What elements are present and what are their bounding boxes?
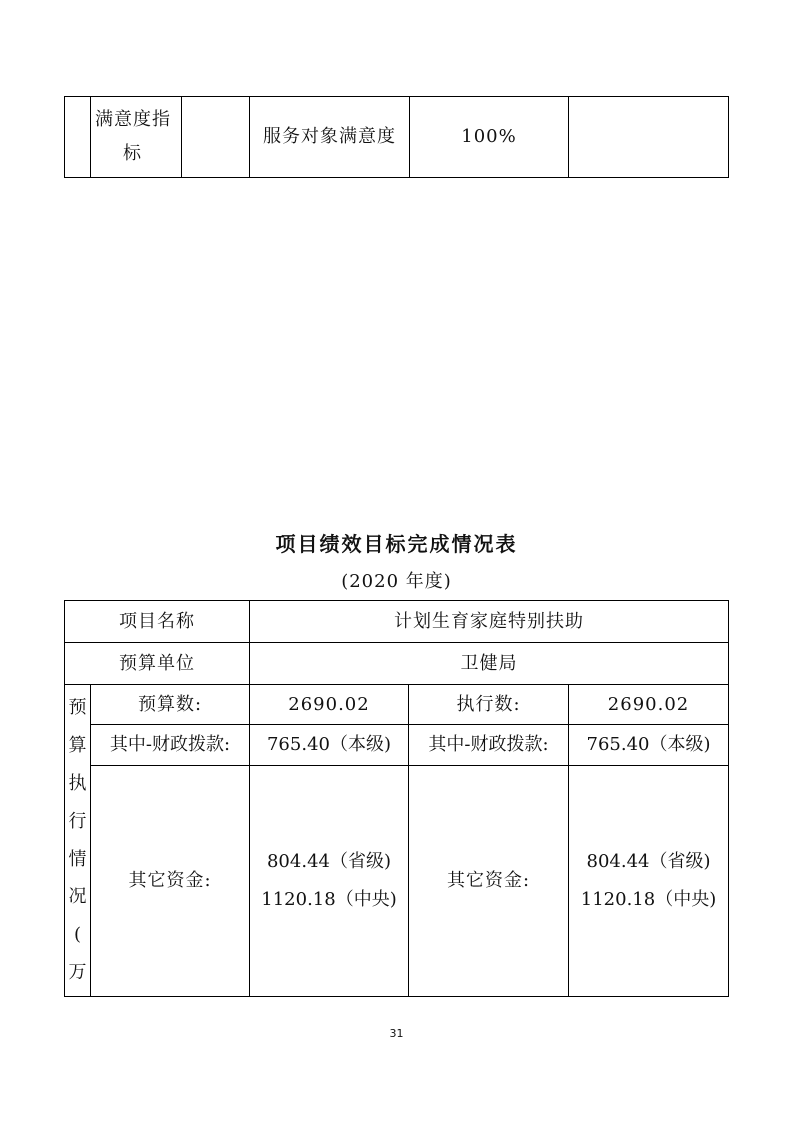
budget-unit-label: 预算单位 <box>65 643 250 685</box>
table-row <box>65 685 729 725</box>
other-funds-value-right <box>569 766 729 997</box>
empty-cell <box>65 97 91 178</box>
project-name-label: 项目名称 <box>65 601 250 643</box>
budget-amount-value: 2690.02 <box>250 685 409 725</box>
other-funds-central-right: 1120.18（中央) <box>580 889 717 910</box>
table-title: 项目绩效目标完成情况表 <box>275 532 518 556</box>
exec-amount-value: 2690.02 <box>569 685 729 725</box>
table-year: (2020 年度) <box>341 571 452 592</box>
indicator-label-line2: 标 <box>123 143 142 164</box>
fiscal-value-right: 765.40（本级) <box>569 725 729 766</box>
side-label-char: 执 <box>68 772 87 794</box>
project-name-value: 计划生育家庭特别扶助 <box>250 601 729 643</box>
side-label-char: 情 <box>68 848 87 870</box>
other-funds-label-left: 其它资金: <box>91 766 250 997</box>
side-label-char: 算 <box>68 735 87 757</box>
table-row <box>65 97 729 178</box>
side-label-char: 预 <box>68 697 87 719</box>
side-label-char: ( <box>73 924 82 946</box>
indicator-label-line1: 满意度指 <box>95 109 171 130</box>
table-row <box>65 601 729 643</box>
other-funds-label-right: 其它资金: <box>409 766 569 997</box>
satisfaction-indicator-table <box>64 96 729 178</box>
fiscal-value-left: 765.40（本级) <box>250 725 409 766</box>
side-label-char: 行 <box>68 810 87 832</box>
other-funds-value-left <box>250 766 409 997</box>
fiscal-label-left: 其中-财政拨款: <box>91 725 250 766</box>
indicator-label-cell <box>91 97 182 178</box>
other-funds-central-left: 1120.18（中央) <box>261 889 397 910</box>
table-row <box>65 725 729 766</box>
other-funds-provincial-right: 804.44（省级) <box>586 851 711 872</box>
budget-execution-side-label <box>65 685 91 997</box>
empty-cell <box>182 97 250 178</box>
side-label-char: 况 <box>68 886 87 908</box>
other-funds-provincial-left: 804.44（省级) <box>266 851 391 872</box>
table-row <box>65 643 729 685</box>
performance-table <box>64 600 729 997</box>
budget-unit-value: 卫健局 <box>250 643 729 685</box>
fiscal-label-right: 其中-财政拨款: <box>409 725 569 766</box>
table-row <box>65 766 729 997</box>
page-number: 31 <box>389 1027 404 1040</box>
exec-amount-label: 执行数: <box>409 685 569 725</box>
budget-amount-label: 预算数: <box>91 685 250 725</box>
indicator-remark-cell <box>569 97 729 178</box>
indicator-value-cell: 100% <box>410 97 569 178</box>
indicator-item-cell: 服务对象满意度 <box>250 97 410 178</box>
side-label-char: 万 <box>68 961 87 983</box>
